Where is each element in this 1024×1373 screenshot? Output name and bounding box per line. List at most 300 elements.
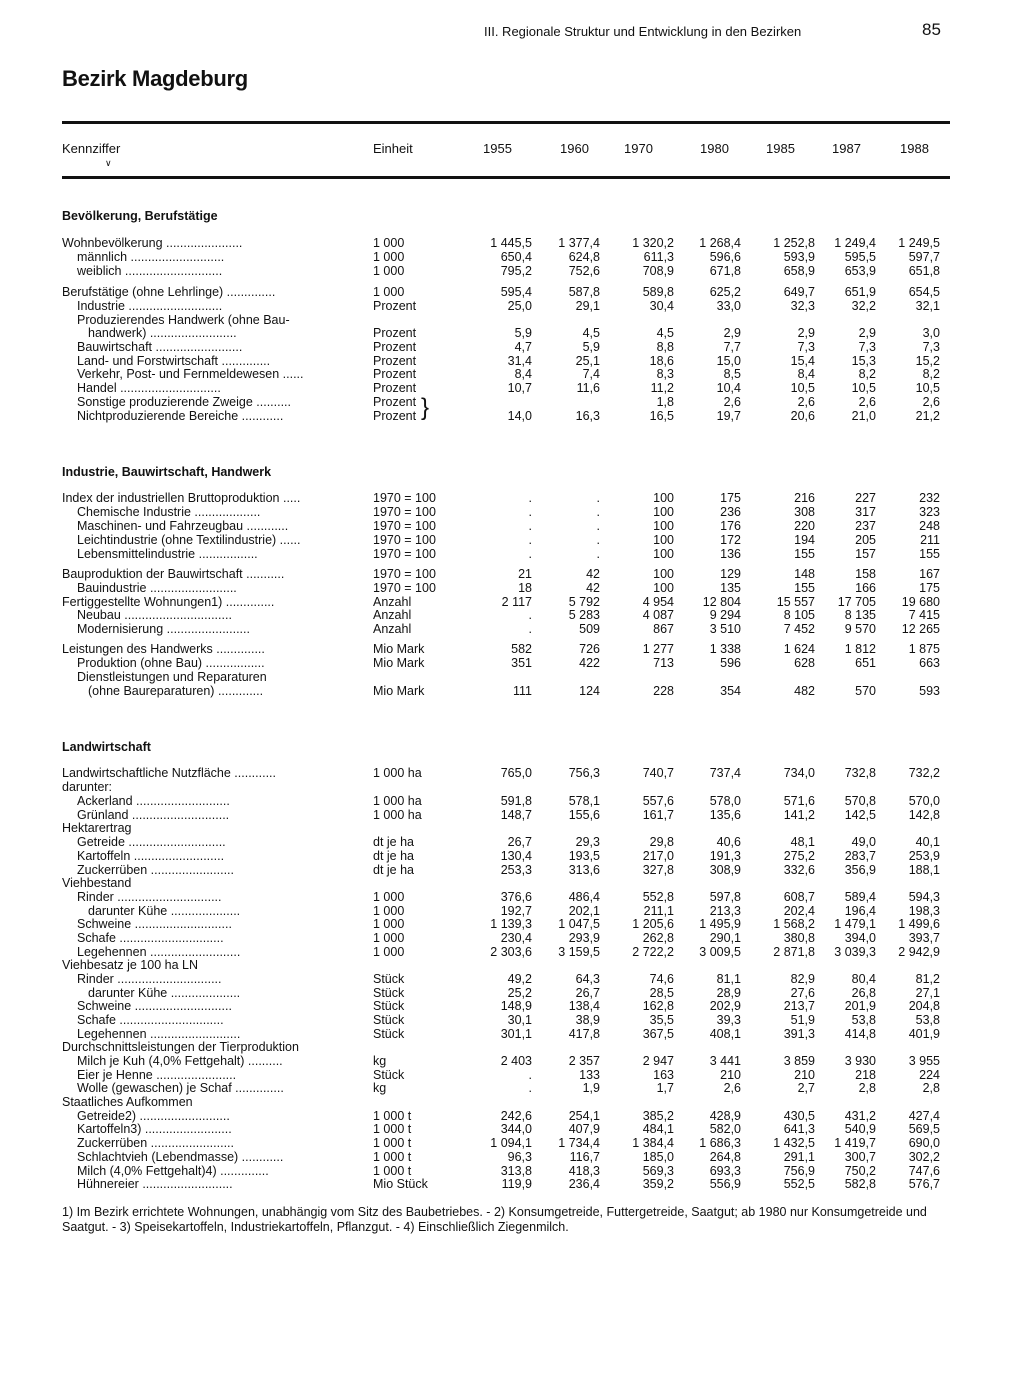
- cell-1960: 509: [579, 622, 600, 636]
- cell-1970: 161,7: [642, 808, 674, 822]
- cell-1988: 12 265: [901, 622, 940, 636]
- cell-1960: 407,9: [568, 1122, 600, 1136]
- row-unit: Prozent: [373, 299, 417, 313]
- cell-1960: 1,9: [582, 1081, 600, 1095]
- cell-1987: 218: [855, 1068, 876, 1082]
- cell-1970: 185,0: [642, 1150, 674, 1164]
- table-row: [0, 891, 1024, 905]
- row-unit: 1970 = 100: [373, 581, 436, 595]
- cell-1960: 236,4: [568, 1177, 600, 1191]
- cell-1955: .: [528, 533, 532, 547]
- row-label: Bauindustrie .........................: [77, 582, 237, 595]
- row-label: Schafe ..............................: [77, 1014, 224, 1027]
- row-label: Kartoffeln ..........................: [77, 850, 225, 863]
- cell-1980: 202,9: [709, 999, 741, 1013]
- column-header-year: 1988: [900, 141, 929, 156]
- section-title: Landwirtschaft: [62, 740, 151, 754]
- cell-1987: 2,8: [858, 1081, 876, 1095]
- cell-1988: 1 875: [908, 642, 940, 656]
- cell-1980: 290,1: [709, 931, 741, 945]
- cell-1988: 32,1: [915, 299, 940, 313]
- cell-1980: 175: [720, 491, 741, 505]
- cell-1955: 230,4: [500, 931, 532, 945]
- row-label: Dienstleistungen und Reparaturen: [77, 671, 267, 684]
- cell-1987: 750,2: [844, 1164, 876, 1178]
- page-title: Bezirk Magdeburg: [62, 66, 248, 91]
- cell-1970: 228: [653, 684, 674, 698]
- cell-1985: 155: [794, 581, 815, 595]
- row-unit: dt je ha: [373, 849, 415, 863]
- row-label: Viehbesatz je 100 ha LN: [62, 959, 198, 972]
- cell-1985: 2,9: [797, 326, 815, 340]
- cell-1970: 484,1: [642, 1122, 674, 1136]
- cell-1970: 74,6: [649, 972, 674, 986]
- cell-1960: .: [596, 505, 600, 519]
- cell-1960: 38,9: [575, 1013, 600, 1027]
- cell-1960: 116,7: [569, 1150, 600, 1164]
- row-label: Getreide ............................: [77, 836, 226, 849]
- cell-1955: 376,6: [500, 890, 532, 904]
- cell-1980: 1 686,3: [699, 1136, 741, 1150]
- row-unit: Prozent: [373, 340, 417, 354]
- cell-1955: 4,7: [514, 340, 532, 354]
- cell-1988: 3 955: [908, 1054, 940, 1068]
- row-label: Milch je Kuh (4,0% Fettgehalt) ..........: [77, 1055, 283, 1068]
- table-row: [0, 327, 1024, 341]
- cell-1970: 262,8: [642, 931, 674, 945]
- cell-1955: 8,4: [514, 367, 532, 381]
- cell-1985: 391,3: [783, 1027, 815, 1041]
- cell-1985: 1 252,8: [773, 236, 815, 250]
- cell-1988: 253,9: [908, 849, 940, 863]
- row-label: Kartoffeln3) .........................: [77, 1123, 232, 1136]
- cell-1970: 11,2: [650, 381, 674, 395]
- cell-1988: 570,0: [908, 794, 940, 808]
- table-row: [0, 657, 1024, 671]
- cell-1970: 8,8: [656, 340, 674, 354]
- cell-1955: 344,0: [500, 1122, 532, 1136]
- cell-1987: 3 039,3: [834, 945, 876, 959]
- row-label: Industrie ...........................: [77, 300, 223, 313]
- cell-1987: 158: [855, 567, 876, 581]
- cell-1955: 650,4: [500, 250, 532, 264]
- cell-1960: .: [596, 491, 600, 505]
- cell-1985: 82,9: [790, 972, 815, 986]
- cell-1988: 3,0: [922, 326, 940, 340]
- cell-1980: 40,6: [716, 835, 741, 849]
- row-unit: dt je ha: [373, 835, 415, 849]
- cell-1985: 220: [794, 519, 815, 533]
- table-row: [0, 973, 1024, 987]
- cell-1960: 293,9: [568, 931, 600, 945]
- row-label: darunter Kühe ....................: [88, 987, 241, 1000]
- cell-1980: 3 009,5: [699, 945, 741, 959]
- cell-1985: 571,6: [783, 794, 815, 808]
- cell-1980: 1 495,9: [699, 917, 741, 931]
- cell-1960: 1 377,4: [558, 236, 600, 250]
- cell-1985: 27,6: [790, 986, 815, 1000]
- row-unit: Anzahl: [373, 595, 412, 609]
- cell-1985: 213,7: [783, 999, 815, 1013]
- cell-1987: 227: [855, 491, 876, 505]
- cell-1987: 732,8: [844, 766, 876, 780]
- cell-1970: 4 087: [642, 608, 674, 622]
- cell-1980: 8,5: [723, 367, 741, 381]
- table-row: [0, 534, 1024, 548]
- cell-1988: 393,7: [908, 931, 940, 945]
- cell-1988: 27,1: [915, 986, 940, 1000]
- cell-1987: 3 930: [844, 1054, 876, 1068]
- cell-1960: .: [596, 533, 600, 547]
- row-unit: Stück: [373, 999, 405, 1013]
- row-unit: 1970 = 100: [373, 533, 436, 547]
- cell-1955: 242,6: [500, 1109, 532, 1123]
- row-label: Legehennen ..........................: [77, 946, 241, 959]
- row-unit: 1970 = 100: [373, 567, 436, 581]
- table-row: [0, 767, 1024, 781]
- cell-1960: 16,3: [575, 409, 600, 423]
- cell-1980: 136: [720, 547, 741, 561]
- cell-1960: 752,6: [568, 264, 600, 278]
- cell-1960: 313,6: [568, 863, 600, 877]
- cell-1987: 21,0: [851, 409, 876, 423]
- cell-1988: 427,4: [908, 1109, 940, 1123]
- cell-1955: .: [528, 1081, 532, 1095]
- table-row: [0, 582, 1024, 596]
- cell-1985: 7,3: [797, 340, 815, 354]
- cell-1987: 1 419,7: [834, 1136, 876, 1150]
- cell-1988: 81,2: [915, 972, 940, 986]
- cell-1985: 15 557: [776, 595, 815, 609]
- cell-1985: 1 432,5: [773, 1136, 815, 1150]
- table-row: [0, 1000, 1024, 1014]
- row-unit: 1970 = 100: [373, 519, 436, 533]
- cell-1970: 4 954: [642, 595, 674, 609]
- cell-1985: 430,5: [783, 1109, 815, 1123]
- cell-1985: 2,6: [797, 395, 815, 409]
- cell-1970: 569,3: [642, 1164, 674, 1178]
- row-label: Verkehr, Post- und Fernmeldewesen ......: [77, 368, 304, 381]
- row-unit: 1 000 ha: [373, 794, 422, 808]
- table-row: [0, 237, 1024, 251]
- table-row: [0, 251, 1024, 265]
- table-row: [0, 795, 1024, 809]
- cell-1988: 10,5: [915, 381, 940, 395]
- cell-1987: 394,0: [844, 931, 876, 945]
- table-row: [0, 781, 1024, 795]
- cell-1980: 3 441: [709, 1054, 741, 1068]
- cell-1988: 651,8: [908, 264, 940, 278]
- table-row: [0, 864, 1024, 878]
- cell-1988: 211: [920, 533, 940, 547]
- row-label: Staatliches Aufkommen: [62, 1096, 193, 1109]
- cell-1985: 380,8: [783, 931, 815, 945]
- cell-1980: 10,4: [716, 381, 741, 395]
- row-label: Ackerland ...........................: [77, 795, 230, 808]
- cell-1980: 2,6: [723, 1081, 741, 1095]
- row-label: Zuckerrüben ........................: [77, 1137, 234, 1150]
- row-label: Handel .............................: [77, 382, 221, 395]
- cell-1985: 51,9: [790, 1013, 815, 1027]
- row-unit: Stück: [373, 1068, 405, 1082]
- row-unit: Stück: [373, 1013, 405, 1027]
- row-label: Index der industriellen Bruttoproduktion .....: [62, 492, 301, 505]
- cell-1985: 658,9: [783, 264, 815, 278]
- cell-1955: 14,0: [507, 409, 532, 423]
- cell-1955: 2 303,6: [490, 945, 532, 959]
- cell-1987: 32,2: [851, 299, 876, 313]
- cell-1988: 597,7: [908, 250, 940, 264]
- cell-1955: 795,2: [500, 264, 532, 278]
- cell-1955: 765,0: [500, 766, 532, 780]
- cell-1955: 1 139,3: [490, 917, 532, 931]
- row-label: Landwirtschaftliche Nutzfläche ............: [62, 767, 276, 780]
- table-row: [0, 368, 1024, 382]
- row-label: Legehennen ..........................: [77, 1028, 241, 1041]
- cell-1985: 141,2: [783, 808, 815, 822]
- cell-1985: 7 452: [783, 622, 815, 636]
- cell-1980: 39,3: [716, 1013, 741, 1027]
- cell-1980: 135: [720, 581, 741, 595]
- footnotes: 1) Im Bezirk errichtete Wohnungen, unabhängig vom Sitz des Baubetriebes. - 2) Konsumgetreide, Futtergetreide, Saatgut; ab 1980 nur Konsumgetreide und Saatgut. - 3) Speisekartoffeln, Industriekartoffeln, Pflanzgut. - 4) Einschließlich Ziegenmilch.: [62, 1205, 927, 1234]
- cell-1970: 589,8: [642, 285, 674, 299]
- cell-1970: 100: [653, 581, 674, 595]
- cell-1985: 48,1: [790, 835, 815, 849]
- row-unit: 1 000 t: [373, 1109, 412, 1123]
- cell-1955: 111: [512, 684, 532, 698]
- cell-1988: 2 942,9: [898, 945, 940, 959]
- cell-1970: 100: [653, 567, 674, 581]
- cell-1955: 26,7: [507, 835, 532, 849]
- cell-1985: 482: [794, 684, 815, 698]
- cell-1955: 5,9: [514, 326, 532, 340]
- cell-1980: 578,0: [709, 794, 741, 808]
- cell-1970: 4,5: [656, 326, 674, 340]
- cell-1960: 422: [579, 656, 600, 670]
- cell-1955: .: [528, 622, 532, 636]
- table-row: [0, 1151, 1024, 1165]
- cell-1985: 641,3: [783, 1122, 815, 1136]
- cell-1987: 9 570: [844, 622, 876, 636]
- cell-1970: 713: [653, 656, 674, 670]
- cell-1987: 53,8: [851, 1013, 876, 1027]
- row-unit: 1 000: [373, 917, 405, 931]
- cell-1988: 167: [919, 567, 940, 581]
- cell-1970: 708,9: [642, 264, 674, 278]
- cell-1985: 8 105: [783, 608, 815, 622]
- cell-1960: 578,1: [568, 794, 600, 808]
- cell-1955: .: [528, 1068, 532, 1082]
- cell-1960: 5,9: [582, 340, 600, 354]
- cell-1985: 649,7: [783, 285, 815, 299]
- cell-1980: 210: [720, 1068, 741, 1082]
- cell-1988: 569,5: [908, 1122, 940, 1136]
- cell-1955: 351: [511, 656, 532, 670]
- cell-1960: 11,6: [576, 381, 600, 395]
- cell-1960: 7,4: [582, 367, 600, 381]
- cell-1987: 651,9: [844, 285, 876, 299]
- table-row: [0, 932, 1024, 946]
- cell-1960: 756,3: [568, 766, 600, 780]
- row-unit: kg: [373, 1081, 387, 1095]
- cell-1980: 28,9: [716, 986, 741, 1000]
- cell-1987: 166: [855, 581, 876, 595]
- row-unit: 1 000 ha: [373, 808, 422, 822]
- row-label: Grünland ............................: [77, 809, 230, 822]
- cell-1970: 29,8: [649, 835, 674, 849]
- row-label: Zuckerrüben ........................: [77, 864, 234, 877]
- table-row: [0, 300, 1024, 314]
- cell-1987: 17 705: [837, 595, 876, 609]
- cell-1980: 3 510: [709, 622, 741, 636]
- cell-1987: 582,8: [844, 1177, 876, 1191]
- cell-1960: .: [596, 547, 600, 561]
- row-unit: 1 000: [373, 945, 405, 959]
- column-header-year: 1970: [624, 141, 653, 156]
- cell-1987: 589,4: [844, 890, 876, 904]
- cell-1955: .: [528, 519, 532, 533]
- cell-1988: 594,3: [908, 890, 940, 904]
- table-row: [0, 1028, 1024, 1042]
- row-label: Fertiggestellte Wohnungen1) ..............: [62, 596, 275, 609]
- cell-1988: 155: [919, 547, 940, 561]
- row-unit: 1 000: [373, 264, 405, 278]
- table-row: [0, 822, 1024, 836]
- cell-1985: 1 568,2: [773, 917, 815, 931]
- cell-1987: 540,9: [844, 1122, 876, 1136]
- row-label: Getreide2) ..........................: [77, 1110, 230, 1123]
- cell-1955: 130,4: [500, 849, 532, 863]
- cell-1988: 1 249,5: [898, 236, 940, 250]
- table-row: [0, 671, 1024, 685]
- row-unit: Stück: [373, 972, 405, 986]
- cell-1960: 138,4: [568, 999, 600, 1013]
- row-unit: Prozent: [373, 367, 417, 381]
- table-header-rule: [62, 176, 950, 179]
- cell-1987: 317: [855, 505, 876, 519]
- cell-1988: 7 415: [908, 608, 940, 622]
- table-row: [0, 286, 1024, 300]
- table-row: [0, 396, 1024, 410]
- cell-1970: 8,3: [656, 367, 674, 381]
- cell-1985: 734,0: [783, 766, 815, 780]
- cell-1955: 192,7: [500, 904, 532, 918]
- cell-1987: 205: [855, 533, 876, 547]
- cell-1980: 737,4: [709, 766, 741, 780]
- cell-1960: 42: [586, 567, 600, 581]
- cell-1987: 431,2: [844, 1109, 876, 1123]
- cell-1960: 25,1: [575, 354, 600, 368]
- table-row: [0, 568, 1024, 582]
- column-header-year: 1980: [700, 141, 729, 156]
- cell-1988: 690,0: [908, 1136, 940, 1150]
- table-row: [0, 609, 1024, 623]
- row-label: Schweine ............................: [77, 1000, 232, 1013]
- cell-1980: 264,8: [709, 1150, 741, 1164]
- row-label: Produktion (ohne Bau) .................: [77, 657, 265, 670]
- cell-1970: 217,0: [642, 849, 674, 863]
- cell-1980: 671,8: [709, 264, 741, 278]
- cell-1970: 2 722,2: [632, 945, 674, 959]
- cell-1985: 2 871,8: [773, 945, 815, 959]
- cell-1960: 1 047,5: [558, 917, 600, 931]
- cell-1970: 30,4: [649, 299, 674, 313]
- cell-1970: 211,1: [643, 904, 674, 918]
- cell-1988: 53,8: [915, 1013, 940, 1027]
- cell-1955: .: [528, 491, 532, 505]
- cell-1985: 10,5: [790, 381, 815, 395]
- cell-1980: 135,6: [709, 808, 741, 822]
- row-label: Modernisierung ........................: [77, 623, 250, 636]
- cell-1955: 31,4: [507, 354, 532, 368]
- cell-1960: 417,8: [568, 1027, 600, 1041]
- cell-1980: 172: [720, 533, 741, 547]
- cell-1980: 428,9: [709, 1109, 741, 1123]
- cell-1988: 576,7: [908, 1177, 940, 1191]
- brace-mark: }: [421, 394, 430, 421]
- row-unit: Mio Mark: [373, 656, 425, 670]
- cell-1985: 194: [794, 533, 815, 547]
- row-label: Leichtindustrie (ohne Textilindustrie) ......: [77, 534, 301, 547]
- row-label: Eier je Henne .......................: [77, 1069, 237, 1082]
- row-label: (ohne Baureparaturen) .............: [88, 685, 264, 698]
- cell-1955: 21: [518, 567, 532, 581]
- row-label: handwerk) .........................: [88, 327, 237, 340]
- column-header-unit: Einheit: [373, 141, 413, 156]
- row-unit: dt je ha: [373, 863, 415, 877]
- cell-1988: 663: [919, 656, 940, 670]
- row-label: weiblich ............................: [77, 265, 223, 278]
- cell-1970: 1,8: [656, 395, 674, 409]
- row-label: Produzierendes Handwerk (ohne Bau-: [77, 314, 290, 327]
- row-label: Rinder ..............................: [77, 891, 222, 904]
- cell-1970: 100: [653, 519, 674, 533]
- table-row: [0, 959, 1024, 973]
- cell-1980: 15,0: [716, 354, 741, 368]
- row-unit: Anzahl: [373, 622, 412, 636]
- cell-1985: 15,4: [790, 354, 815, 368]
- cell-1987: 8,2: [858, 367, 876, 381]
- cell-1987: 7,3: [858, 340, 876, 354]
- table-row: [0, 877, 1024, 891]
- cell-1987: 1 249,4: [834, 236, 876, 250]
- cell-1955: 148,7: [500, 808, 532, 822]
- cell-1985: 628: [794, 656, 815, 670]
- cell-1985: 308: [794, 505, 815, 519]
- cell-1985: 1 624: [783, 642, 815, 656]
- row-unit: 1 000: [373, 250, 405, 264]
- cell-1955: .: [528, 547, 532, 561]
- cell-1980: 597,8: [709, 890, 741, 904]
- cell-1955: 25,0: [507, 299, 532, 313]
- cell-1988: 302,2: [908, 1150, 940, 1164]
- row-unit: 1 000 t: [373, 1150, 412, 1164]
- table-row: [0, 1055, 1024, 1069]
- cell-1985: 291,1: [783, 1150, 815, 1164]
- column-header-year: 1960: [560, 141, 589, 156]
- cell-1987: 237: [855, 519, 876, 533]
- cell-1987: 10,5: [851, 381, 876, 395]
- cell-1970: 385,2: [642, 1109, 674, 1123]
- table-row: [0, 809, 1024, 823]
- column-header-year: 1985: [766, 141, 795, 156]
- cell-1970: 740,7: [642, 766, 674, 780]
- column-header-year: 1987: [832, 141, 861, 156]
- cell-1988: 204,8: [908, 999, 940, 1013]
- cell-1987: 570,8: [844, 794, 876, 808]
- cell-1988: 19 680: [901, 595, 940, 609]
- row-label: darunter Kühe ....................: [88, 905, 241, 918]
